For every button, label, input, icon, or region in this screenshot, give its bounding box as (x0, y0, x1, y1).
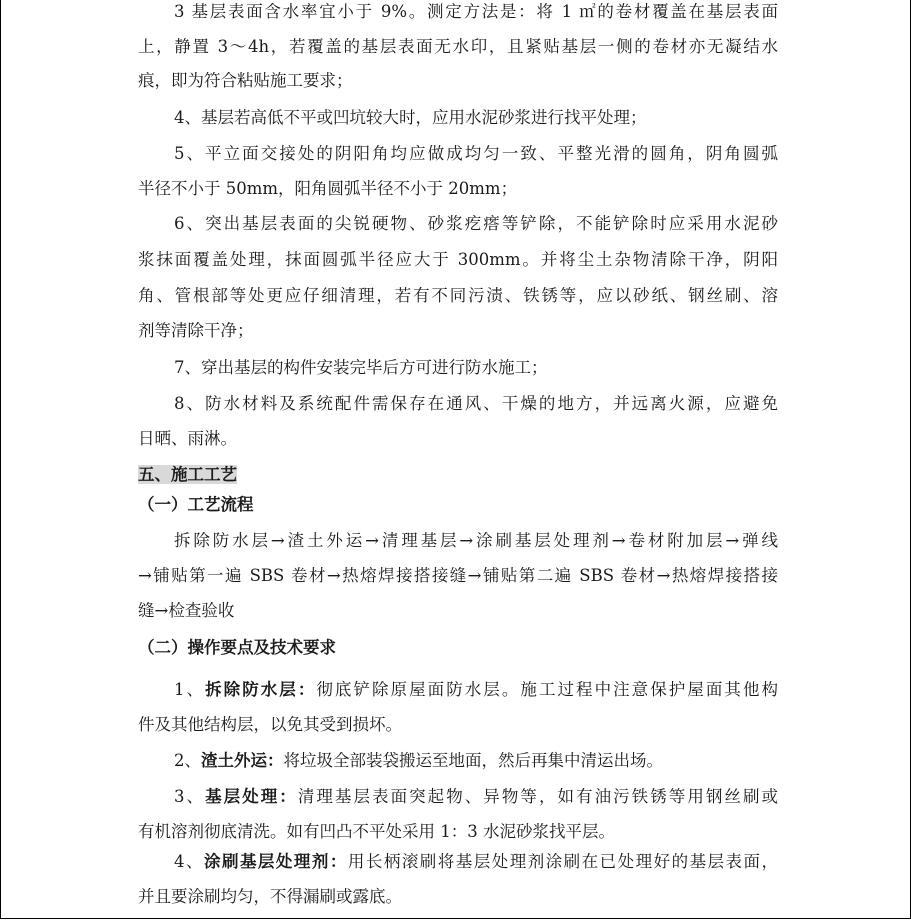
step-number: 1、 (174, 680, 206, 699)
paragraph-line: 3 基层表面含水率宜小于 9%。测定方法是：将 1 ㎡的卷材覆盖在基层表面 (174, 2, 778, 21)
subsection-heading: （二）操作要点及技术要求 (138, 638, 336, 657)
step-number: 3、 (174, 787, 206, 806)
paragraph-line: 上，静置 3～4h，若覆盖的基层表面无水印，且紧贴基层一侧的卷材亦无凝结水 (138, 37, 778, 56)
step-item (174, 851, 778, 873)
paragraph-line: 7、穿出基层的构件安装完毕后方可进行防水施工； (174, 358, 548, 377)
step-text: 用长柄滚刷将基层处理剂涂刷在已处理好的基层表面， (347, 852, 779, 871)
step-number: 4、 (174, 852, 204, 871)
subsection-heading: （一）工艺流程 (138, 495, 254, 514)
paragraph-line: 日晒、雨淋。 (138, 429, 237, 448)
paragraph-line: 角、管根部等处更应仔细清理，若有不同污渍、铁锈等，应以砂纸、钢丝刷、溶 (138, 286, 778, 305)
step-term: 基层处理： (205, 787, 298, 806)
step-text: 清理基层表面突起物、异物等，如有油污铁锈等用钢丝刷或 (297, 787, 778, 806)
paragraph-line: 半径不小于 50mm，阳角圆弧半径不小于 20mm； (138, 179, 518, 198)
step-item (174, 679, 778, 701)
paragraph-line: 剂等清除干净； (138, 321, 254, 340)
step-text: 将垃圾全部装袋搬运至地面，然后再集中清运出场。 (283, 751, 663, 770)
paragraph-line: 8、防水材料及系统配件需保存在通风、干燥的地方，并远离火源，应避免 (174, 394, 778, 413)
step-term: 拆除防水层： (205, 680, 317, 699)
section-heading-text: 五、施工工艺 (138, 465, 237, 484)
step-term: 渣土外运： (201, 751, 284, 770)
paragraph-line: 6、突出基层表面的尖锐硬物、砂浆疙瘩等铲除，不能铲除时应采用水泥砂 (174, 214, 778, 233)
paragraph-line: 痕，即为符合粘贴施工要求； (138, 71, 353, 90)
paragraph-line: 4、基层若高低不平或凹坑较大时，应用水泥砂浆进行找平处理； (174, 108, 647, 127)
flow-line: →铺贴第一遍 SBS 卷材→热熔焊接搭接缝→铺贴第二遍 SBS 卷材→热熔焊接搭接 (138, 566, 778, 585)
step-continuation: 有机溶剂彻底清洗。如有凹凸不平处采用 1：3 水泥砂浆找平层。 (138, 822, 615, 841)
step-continuation: 并且要涂刷均匀，不得漏刷或露底。 (138, 887, 402, 906)
flow-line: 缝→检查验收 (138, 601, 235, 620)
paragraph-line: 5、平立面交接处的阴阳角均应做成均匀一致、平整光滑的圆角，阴角圆弧 (174, 144, 778, 163)
step-item (174, 786, 778, 808)
step-number: 2、 (174, 751, 201, 770)
paragraph-line: 浆抹面覆盖处理，抹面圆弧半径应大于 300mm。并将尘土杂物清除干净，阴阳 (138, 250, 778, 269)
step-continuation: 件及其他结构层，以免其受到损坏。 (138, 715, 402, 734)
section-heading (138, 464, 778, 486)
step-item (174, 750, 778, 772)
step-term: 涂刷基层处理剂： (203, 852, 348, 871)
step-text: 彻底铲除原屋面防水层。施工过程中注意保护屋面其他构 (316, 680, 778, 699)
flow-line: 拆除防水层→渣土外运→清理基层→涂刷基层处理剂→卷材附加层→弹线 (174, 531, 778, 550)
